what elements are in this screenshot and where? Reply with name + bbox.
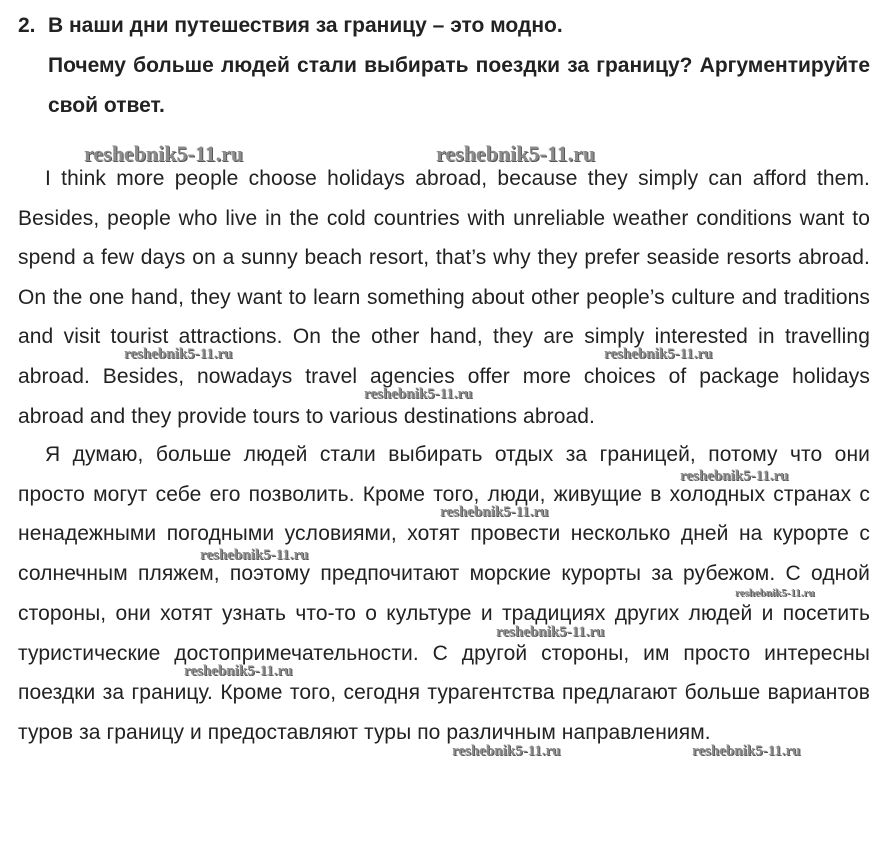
watermark: reshebnik5-11.ru xyxy=(84,141,244,166)
task-title: В наши дни путешествия за границу – это модно. xyxy=(48,14,563,37)
watermark: reshebnik5-11.ru xyxy=(436,141,596,166)
answer-russian-text: Я думаю, больше людей стали выбирать отдых за границей, потому что они просто могут себе его позволить. Кроме того, люди, живущие в холодных странах с ненадежными погодными условиями, хотят провести несколько дней на курорте с солнечным пляжем, поэтому предпочитают морские курорты за рубежом. С одной стороны, они хотят узнать что-то о культуре и традициях других людей и посетить туристические достопримечательности. С другой стороны, им просто интересны поездки за границу. Кроме того, сегодня турагентства предлагают больше вариантов туров за границу и предоставляют туры по различным направлениям. xyxy=(18,443,870,744)
watermark: reshebnik5-11.ru xyxy=(200,547,309,563)
watermark: reshebnik5-11.ru xyxy=(735,587,815,599)
watermark: reshebnik5-11.ru xyxy=(124,346,233,362)
watermark: reshebnik5-11.ru xyxy=(440,504,549,520)
watermark: reshebnik5-11.ru xyxy=(680,468,789,484)
watermark: reshebnik5-11.ru xyxy=(452,743,561,759)
task-number: 2. xyxy=(18,14,36,37)
watermark: reshebnik5-11.ru xyxy=(692,743,801,759)
watermark: reshebnik5-11.ru xyxy=(496,624,605,640)
answer-russian xyxy=(18,435,870,753)
task-header xyxy=(18,6,870,126)
watermark: reshebnik5-11.ru xyxy=(184,663,293,679)
task-question: Почему больше людей стали выбирать поездки за границу? Аргументируйте свой ответ. xyxy=(48,54,870,117)
watermark: reshebnik5-11.ru xyxy=(604,346,713,362)
answer-english xyxy=(18,159,870,436)
answer-english-text: I think more people choose holidays abroad, because they simply can afford them. Besides, people who live in the cold countries with unreliable weather conditions want to spend a few days on a sunny beach resort, that’s why they prefer seaside resorts abroad. On the one hand, they want to learn something about other people’s culture and traditions and visit tourist attractions. On the other hand, they are simply interested in travelling abroad. Besides, nowadays travel agencies offer more choices of package holidays abroad and they provide tours to various destinations abroad. xyxy=(18,167,870,428)
watermark: reshebnik5-11.ru xyxy=(364,386,473,402)
